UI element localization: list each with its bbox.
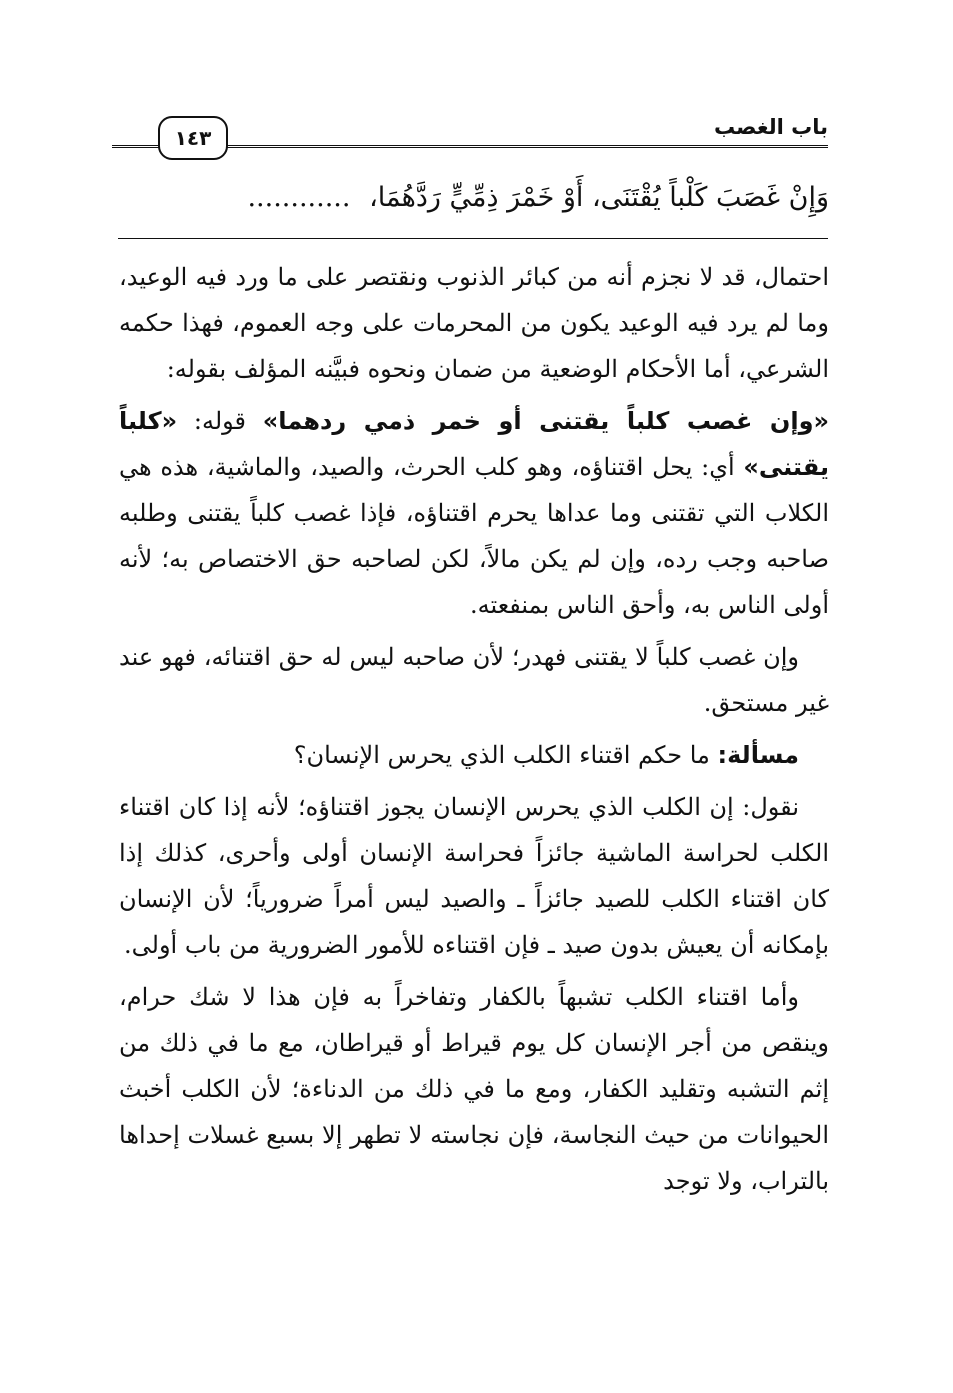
paragraph-6: وأما اقتناء الكلب تشبهاً بالكفار وتفاخراً به فإن هذا لا شك حرام، وينقص من أجر الإنسان كل يوم قيراط أو قيراطان، مع ما في ذلك من إثم التشبه وتقليد الكفار، ومع ما في ذلك من الدناءة؛ لأن الكلب أخبث الحيوانات من حيث النجاسة، فإن نجاسته لا تطهر إلا بسبع غسلات إحداها بالتراب، ولا توجد [119,983,829,1195]
matn-text: وَإِنْ غَصَبَ كَلْباً يُقْتَنَى، أَوْ خَمْرَ ذِمِّيٍّ رَدَّهُمَا، [369,182,829,213]
question-label: مسألة: [717,741,799,769]
commentary-text [119,254,829,1210]
paragraph-3: وإن غصب كلباً لا يقتنى فهدر؛ لأن صاحبه ليس له حق اقتنائه، فهو عند غير مستحق. [119,643,829,717]
paragraph-5: نقول: إن الكلب الذي يحرس الإنسان يجوز اقتناؤه؛ لأنه إذا كان اقتناء الكلب لحراسة الماشية جائزاً فحراسة الإنسان أولى وأحرى، كذلك إذا كان اقتناء الكلب للصيد جائزاً ـ والصيد ليس أمراً ضرورياً؛ لأن الإنسان بإمكانه أن يعيش بدون صيد ـ فإن اقتناءه للأمور الضرورية من باب أولى. [119,793,829,959]
paragraph-2-rest: أي: يحل اقتناؤه، وهو كلب الحرث، والصيد، والماشية، هذه هي الكلاب التي تقتنى وما عداها يحرم اقتناؤه، فإذا غصب كلباً يقتنى وطلبه صاحبه وجب رده، وإن لم يكن مالاً، لكن لصاحبه حق الاختصاص به؛ لأنه أولى الناس به، وأحق الناس بمنفعته. [119,453,829,619]
matn-continuation-dots: ............ [247,182,351,213]
paragraph-2-mid: قوله: [177,407,263,435]
matn-divider [118,238,828,239]
page-number: ١٤٣ [158,116,228,160]
matn-quote: «وإن غصب كلباً يقتنى أو خمر ذمي ردهما» [262,407,829,435]
paragraph-4 [119,732,829,778]
page-header [112,112,828,156]
chapter-title: باب الغصب [713,115,828,139]
phrase-quote: «كلباً يقتنى» [119,407,829,481]
paragraph-2 [119,398,829,628]
question-text: ما حكم اقتناء الكلب الذي يحرس الإنسان؟ [293,741,718,769]
matn-line [118,176,829,220]
paragraph-1: احتمال، قد لا نجزم أنه من كبائر الذنوب ونقتصر على ما ورد فيه الوعيد، وما لم يرد فيه الوعيد يكون من المحرمات على وجه العموم، فهذا حكمه الشرعي، أما الأحكام الوضعية من ضمان ونحوه فبيَّنه المؤلف بقوله: [119,263,829,383]
